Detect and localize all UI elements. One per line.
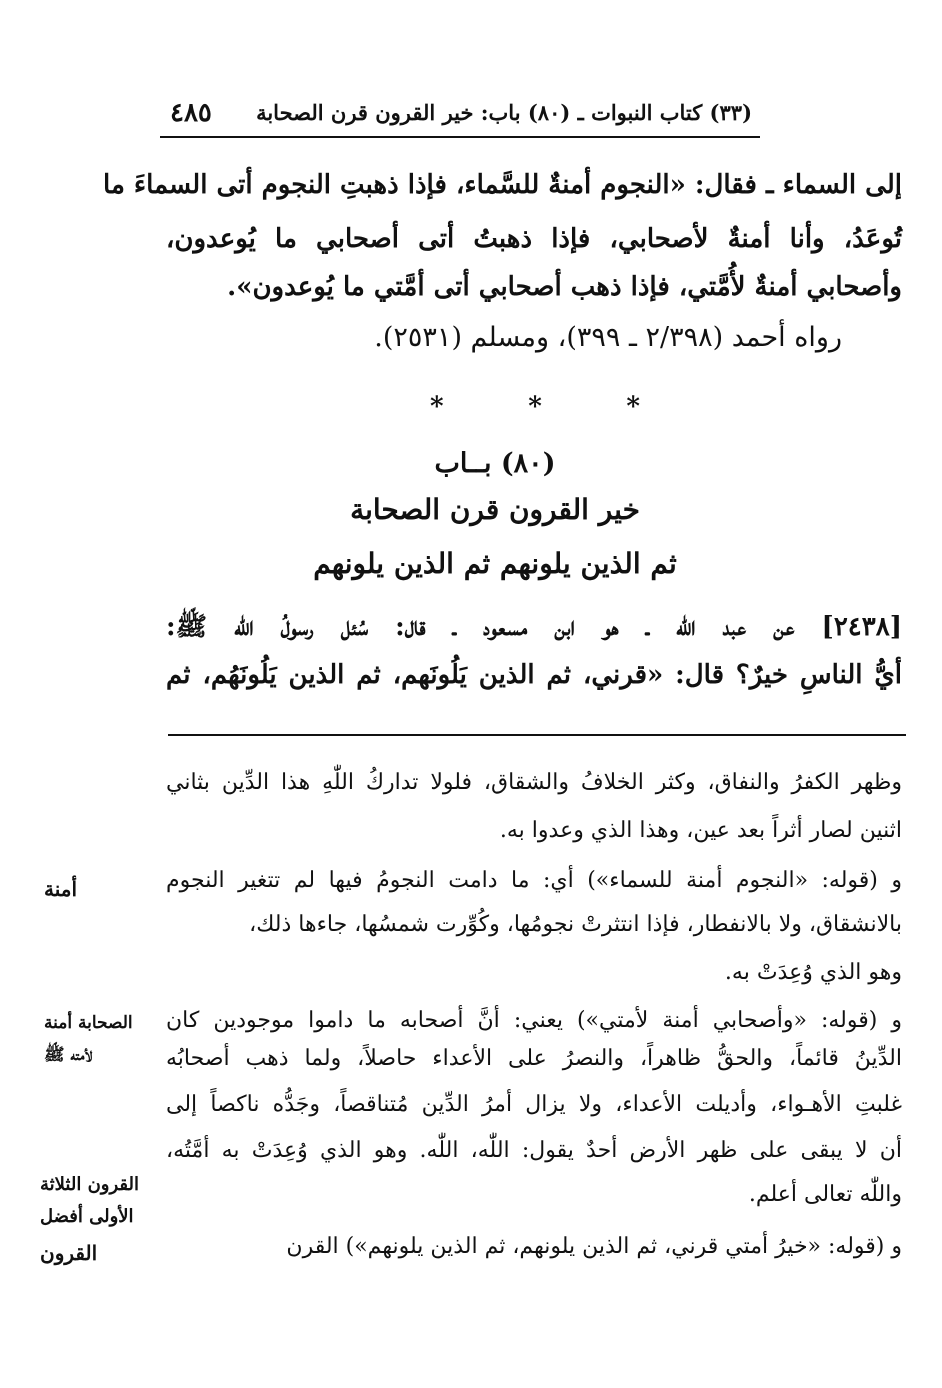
separator-star: * xyxy=(626,392,640,422)
commentary-line-5: وهو الذي وُعِدَتْ به. xyxy=(724,960,902,985)
commentary-line-9: أن لا يبقى على ظهر الأرض أحدٌ يقول: اللّٰه، اللّٰه. وهو الذي وُعِدَتْ به أمَّتُه، xyxy=(166,1138,902,1163)
chapter-subtitle: ثم الذين يلونهم ثم الذين يلونهم xyxy=(313,547,677,580)
margin-note-amana: أمنة xyxy=(44,877,78,901)
margin-note-sahaba-1: الصحابة أمنة xyxy=(44,1013,133,1033)
commentary-line-11: و (قوله: «خيرُ أمتي قرني، ثم الذين يلونهم، ثم الذين يلونهم») القرن xyxy=(286,1234,902,1259)
main-text-line-2: تُوعَدُ، وأنا أمنةٌ لأصحابي، فإذا ذهبتُ أتى أصحابي ما يُوعدون، xyxy=(166,224,902,254)
chapter-title: خير القرون قرن الصحابة xyxy=(350,493,640,526)
margin-note-centuries-1: القرون الثلاثة xyxy=(40,1174,140,1195)
separator-star: * xyxy=(430,392,444,422)
commentary-line-3: و (قوله: «النجوم أمنة للسماء») أي: ما دامت النجومُ فيها لم تتغير النجوم xyxy=(166,868,902,893)
section-separator xyxy=(430,392,640,422)
commentary-line-8: غلبتِ الأهـواء، وأديلت الأعداء، ولا يزال أمرُ الدِّين مُتناقصاً، وجَدُّه ناكصاً إلى xyxy=(166,1092,902,1117)
page-number: ٤٨٥ xyxy=(170,98,212,128)
commentary-line-4: بالانشقاق، ولا بالانفطار، فإذا انتثرتْ نجومُها، وكُوِّرت شمسُها، جاءها ذلك، xyxy=(249,912,902,937)
margin-note-sahaba-2: لأمته ﷺ xyxy=(44,1045,93,1065)
hadith-line-2: أيُّ الناسِ خيرٌ؟ قال: «قرني، ثم الذين يَلُونَهم، ثم الذين يَلُونَهُم، ثم xyxy=(166,660,902,690)
commentary-line-2: اثنين لصار أثراً بعد عين، وهذا الذي وعدوا به. xyxy=(499,818,902,843)
commentary-line-6: و (قوله: «وأصحابي أمنة لأمتي») يعني: أنَّ أصحابه ما داموا موجودين كان xyxy=(166,1008,902,1033)
main-text-line-3: وأصحابي أمنةٌ لأُمَّتي، فإذا ذهب أصحابي أتى أمَّتي ما يُوعدون». xyxy=(227,272,902,302)
chapter-number: (٨٠) بــاب xyxy=(434,448,556,479)
commentary-line-7: الدِّينُ قائماً، والحقُّ ظاهراً، والنصرُ على الأعداء حاصلاً، ولما ذهب أصحابُه xyxy=(166,1046,902,1071)
separator-star: * xyxy=(528,392,542,422)
commentary-line-10: واللّٰه تعالى أعلم. xyxy=(748,1182,902,1207)
margin-note-centuries-2: الأولى أفضل xyxy=(40,1206,134,1227)
hadith-line-1: [٢٤٣٨] عن عبد الله ـ هو ابن مسعود ـ قال: سُئل رسولُ الله ﷺ: xyxy=(166,612,902,642)
main-text-line-1: إلى السماء ـ فقال: «النجوم أمنةٌ للسَّماء، فإذا ذهبتِ النجوم أتى السماءَ ما xyxy=(103,170,902,200)
margin-note-centuries-word: القرون xyxy=(40,1241,98,1265)
running-title: (٣٣) كتاب النبوات ـ (٨٠) باب: خير القرون قرن الصحابة xyxy=(256,100,752,125)
hadith-citation: رواه أحمد (٢/٣٩٨ ـ ٣٩٩)، ومسلم (٢٥٣١). xyxy=(374,322,842,353)
footnote-divider xyxy=(168,734,906,736)
commentary-line-1: وظهر الكفرُ والنفاق، وكثر الخلافُ والشقاق، فلولا تداركُ اللّٰهِ هذا الدِّين بثاني xyxy=(166,770,902,795)
page-header xyxy=(160,96,760,138)
